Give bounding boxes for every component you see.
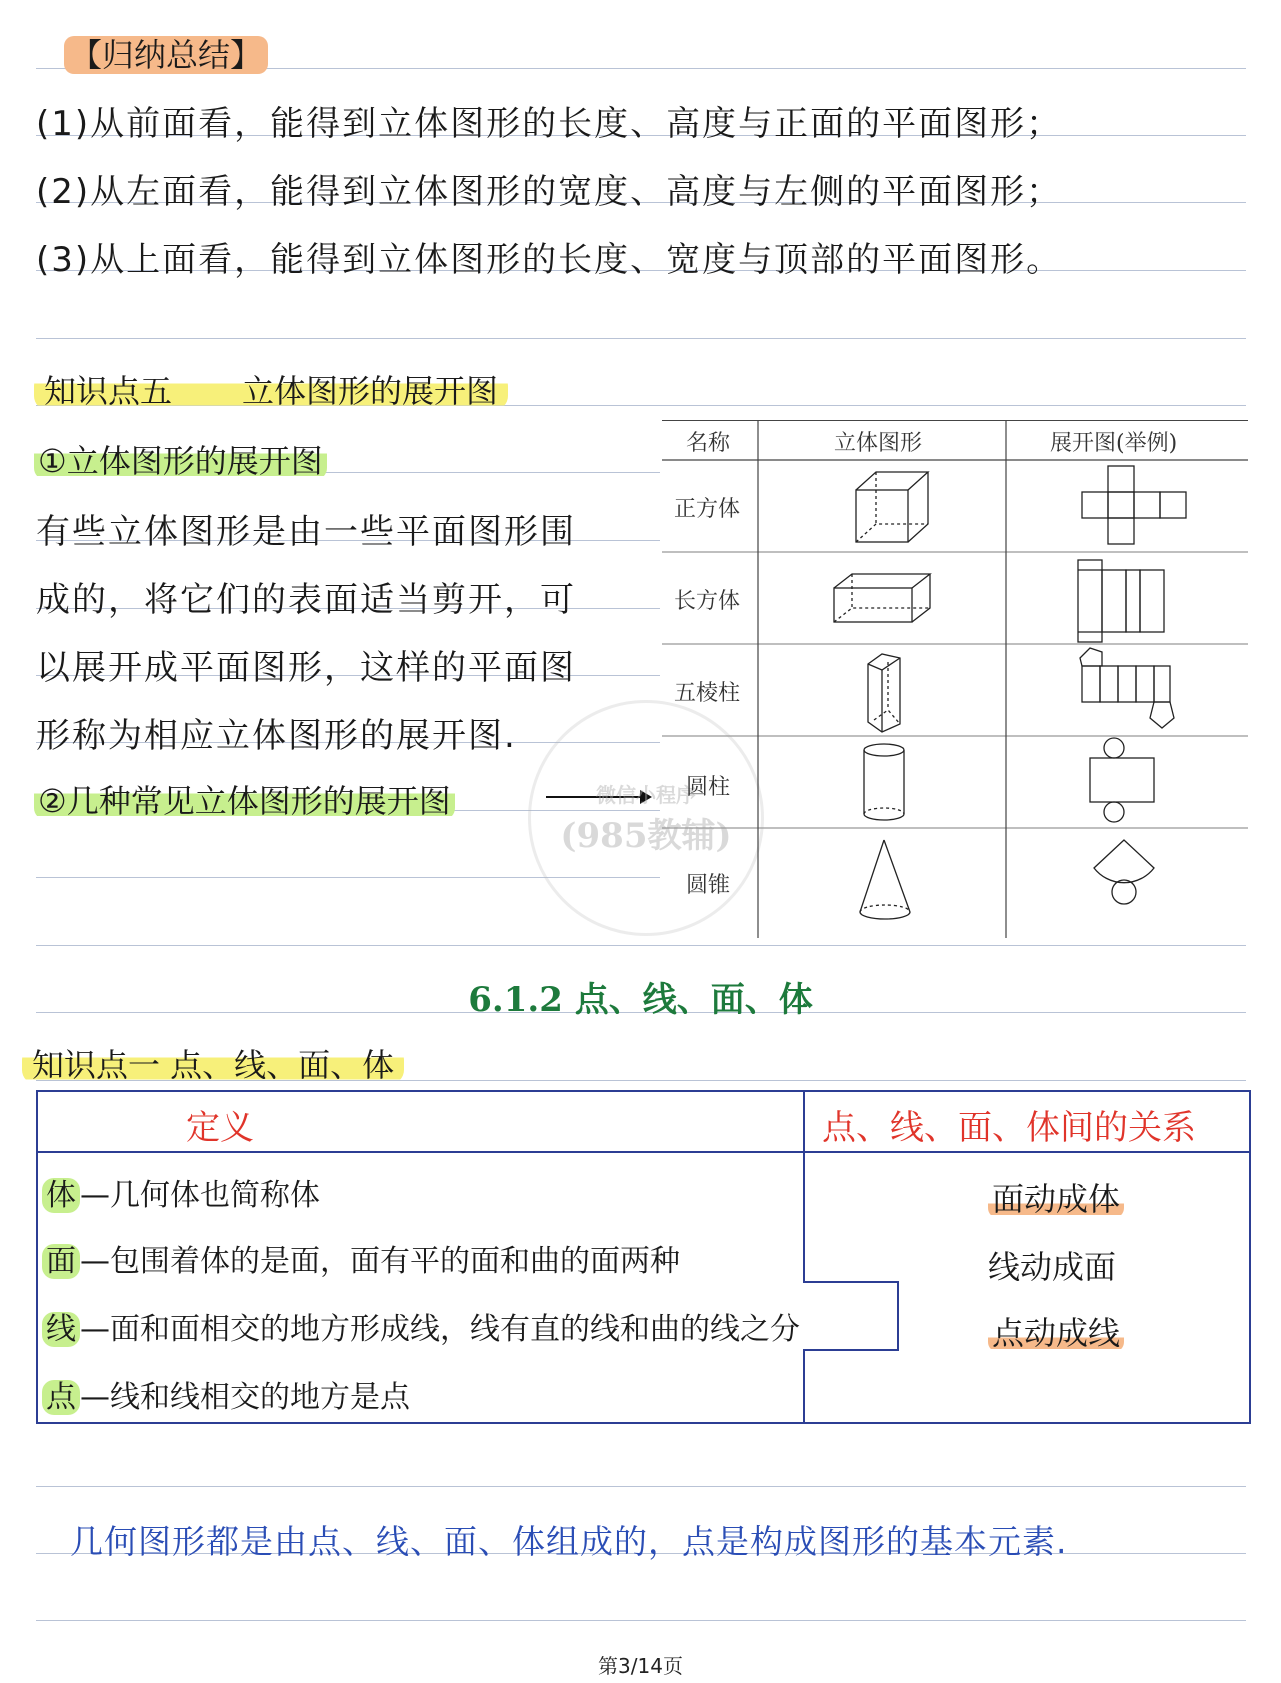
knowledge5-sub1: ①立体图形的展开图 <box>34 436 327 482</box>
definition-body <box>42 1170 320 1214</box>
cube-net-figure <box>1078 462 1188 552</box>
section-title: 6.1.2 点、线、面、体 <box>468 980 813 1020</box>
knowledge5-para-line-4: 形称为相应立体图形的展开图. <box>36 716 517 756</box>
knowledge5-para-line-3: 以展开成平面图形，这样的平面图 <box>36 648 576 688</box>
summary-line-1: (1)从前面看，能得到立体图形的长度、高度与正面的平面图形； <box>36 104 1063 144</box>
cube-solid-figure <box>850 468 940 548</box>
ruled-line <box>36 945 1246 946</box>
definition-text-face: —包围着体的是面，面有平的面和曲的面两种 <box>80 1244 680 1279</box>
definition-line <box>42 1304 800 1348</box>
net-table-header-net: 展开图(举例) <box>1050 431 1178 456</box>
relation-line-to-face: 线动成面 <box>988 1248 1117 1286</box>
watermark-line-1: 微信小程序 <box>596 783 696 807</box>
definition-text-line: —面和面相交的地方形成线，线有直的线和曲的线之分 <box>80 1312 800 1347</box>
definition-term-point: 点 <box>42 1380 80 1415</box>
net-table-header-solid: 立体图形 <box>834 431 923 456</box>
page-number: 第3/14页 <box>598 1654 683 1678</box>
relation-face-to-body: 面动成体 <box>988 1174 1124 1220</box>
knowledge5-para-line-2: 成的，将它们的表面适当剪开，可 <box>36 580 576 620</box>
col-header-relation: 点、线、面、体间的关系 <box>822 1108 1196 1148</box>
knowledge1-heading: 知识点一 点、线、面、体 <box>22 1040 404 1086</box>
net-table-row-cylinder: 圆柱 <box>686 775 731 800</box>
col-header-definition: 定义 <box>186 1108 254 1148</box>
cone-net-figure <box>1088 832 1168 922</box>
knowledge5-sub2: ②几种常见立体图形的展开图 <box>34 776 455 822</box>
net-table-row-cube: 正方体 <box>674 497 741 522</box>
cone-solid-figure <box>854 836 924 926</box>
net-table-header-name: 名称 <box>686 431 731 456</box>
ruled-line <box>36 1620 1246 1621</box>
definition-face <box>42 1236 680 1280</box>
cuboid-solid-figure <box>830 570 940 640</box>
knowledge5-heading <box>34 366 508 412</box>
cylinder-net-figure <box>1086 736 1176 832</box>
summary-line-2: (2)从左面看，能得到立体图形的宽度、高度与左侧的平面图形； <box>36 172 1063 212</box>
definition-term-line: 线 <box>42 1312 80 1347</box>
net-table-row-cone: 圆锥 <box>686 873 731 898</box>
definition-term-body: 体 <box>42 1178 80 1213</box>
definition-term-face: 面 <box>42 1244 80 1279</box>
net-table-row-cuboid: 长方体 <box>674 589 741 614</box>
pentagonal-prism-net-figure <box>1076 644 1186 736</box>
ruled-line <box>36 1486 1246 1487</box>
knowledge5-heading-title: 立体图形的展开图 <box>242 372 499 410</box>
net-table-row-pentagonal-prism: 五棱柱 <box>674 681 741 706</box>
summary-line-3: (3)从上面看，能得到立体图形的长度、宽度与顶部的平面图形。 <box>36 240 1063 280</box>
conclusion-line: 几何图形都是由点、线、面、体组成的，点是构成图形的基本元素. <box>70 1522 1068 1561</box>
knowledge5-heading-prefix: 知识点五 <box>44 372 173 410</box>
pentagonal-prism-solid-figure <box>860 648 920 738</box>
summary-heading: 【归纳总结】 <box>64 30 268 76</box>
relation-point-to-line: 点动成线 <box>988 1308 1124 1354</box>
cylinder-solid-figure <box>860 740 920 830</box>
points-lines-table <box>36 1090 1252 1426</box>
definition-point <box>42 1372 410 1416</box>
definition-text-point: —线和线相交的地方是点 <box>80 1380 410 1415</box>
ruled-line <box>36 338 1246 339</box>
net-table <box>662 420 1248 938</box>
knowledge5-para-line-1: 有些立体图形是由一些平面图形围 <box>36 512 576 552</box>
watermark-line-2: (985教辅) <box>560 816 732 856</box>
cuboid-net-figure <box>1074 556 1174 646</box>
definition-text-body: —几何体也简称体 <box>80 1178 320 1213</box>
